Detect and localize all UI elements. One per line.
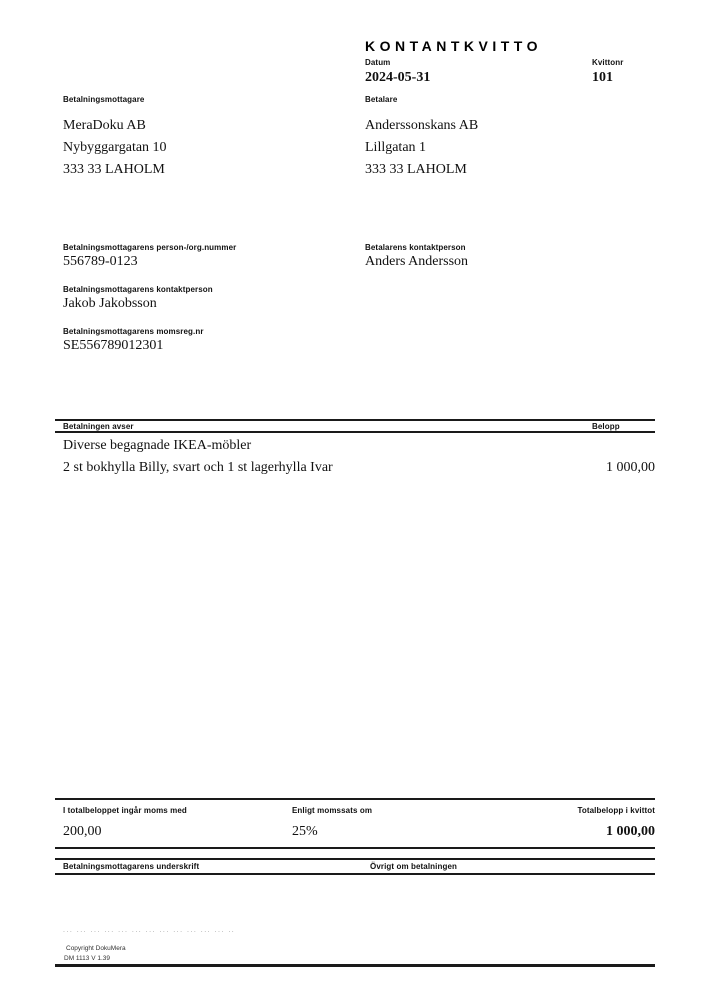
payer-name: Anderssonskans AB xyxy=(365,118,479,133)
payee-address-line1: Nybyggargatan 10 xyxy=(63,140,167,155)
payee-org-number-label: Betalningsmottagarens person-/org.nummer xyxy=(63,243,237,252)
totals-bottom-rule xyxy=(55,847,655,849)
payer-address-line2: 333 33 LAHOLM xyxy=(365,162,467,177)
signature-label: Betalningsmottagarens underskrift xyxy=(63,862,200,871)
table-row: 2 st bokhylla Billy, svart och 1 st lagerhylla Ivar xyxy=(63,460,333,475)
vat-included-value: 200,00 xyxy=(63,824,102,839)
receipt-number-value: 101 xyxy=(592,70,613,85)
payer-contact-label: Betalarens kontaktperson xyxy=(365,243,466,252)
total-amount-label: Totalbelopp i kvittot xyxy=(577,806,655,815)
signature-section-bottom-rule xyxy=(55,873,655,875)
items-table-top-rule xyxy=(55,419,655,421)
date-label: Datum xyxy=(365,58,391,67)
payee-contact-value: Jakob Jakobsson xyxy=(63,296,157,311)
payer-address-block xyxy=(365,115,478,181)
payee-address-block xyxy=(63,115,167,181)
payee-vat-number-label: Betalningsmottagarens momsreg.nr xyxy=(63,327,204,336)
receipt-number-label: Kvittonr xyxy=(592,58,624,67)
table-row: Diverse begagnade IKEA-möbler xyxy=(63,438,252,453)
items-table-header-rule xyxy=(55,431,655,433)
payer-contact-value: Anders Andersson xyxy=(365,254,469,269)
total-amount-value: 1 000,00 xyxy=(606,824,655,839)
document-id-text: DM 1113 V 1.39 xyxy=(64,955,111,962)
payee-address-line2: 333 33 LAHOLM xyxy=(63,162,165,177)
payer-address-line1: Lillgatan 1 xyxy=(365,140,427,155)
document-title: KONTANTKVITTO xyxy=(365,38,542,54)
other-payment-info-label: Övrigt om betalningen xyxy=(370,862,457,871)
copyright-text: Copyright DokuMera xyxy=(66,945,126,952)
vat-rate-value: 25% xyxy=(292,824,318,839)
vat-rate-label: Enligt momssats om xyxy=(292,806,373,815)
date-value: 2024-05-31 xyxy=(365,70,431,85)
vat-included-label: I totalbeloppet ingår moms med xyxy=(63,806,187,815)
table-row-amount: 1 000,00 xyxy=(606,460,655,475)
payee-contact-label: Betalningsmottagarens kontaktperson xyxy=(63,285,213,294)
totals-top-rule xyxy=(55,798,655,800)
payee-name: MeraDoku AB xyxy=(63,118,146,133)
items-description-column-header: Betalningen avser xyxy=(63,422,134,431)
signature-section-top-rule xyxy=(55,858,655,860)
signature-dotted-line: ... ... ... ... ... ... ... ... ... ... ... ... .. xyxy=(63,927,236,934)
page-bottom-rule xyxy=(55,964,655,967)
payer-label: Betalare xyxy=(365,95,398,104)
payee-org-number-value: 556789-0123 xyxy=(63,254,138,269)
payee-vat-number-value: SE556789012301 xyxy=(63,338,164,353)
payee-label: Betalningsmottagare xyxy=(63,95,145,104)
items-amount-column-header: Belopp xyxy=(592,422,620,431)
